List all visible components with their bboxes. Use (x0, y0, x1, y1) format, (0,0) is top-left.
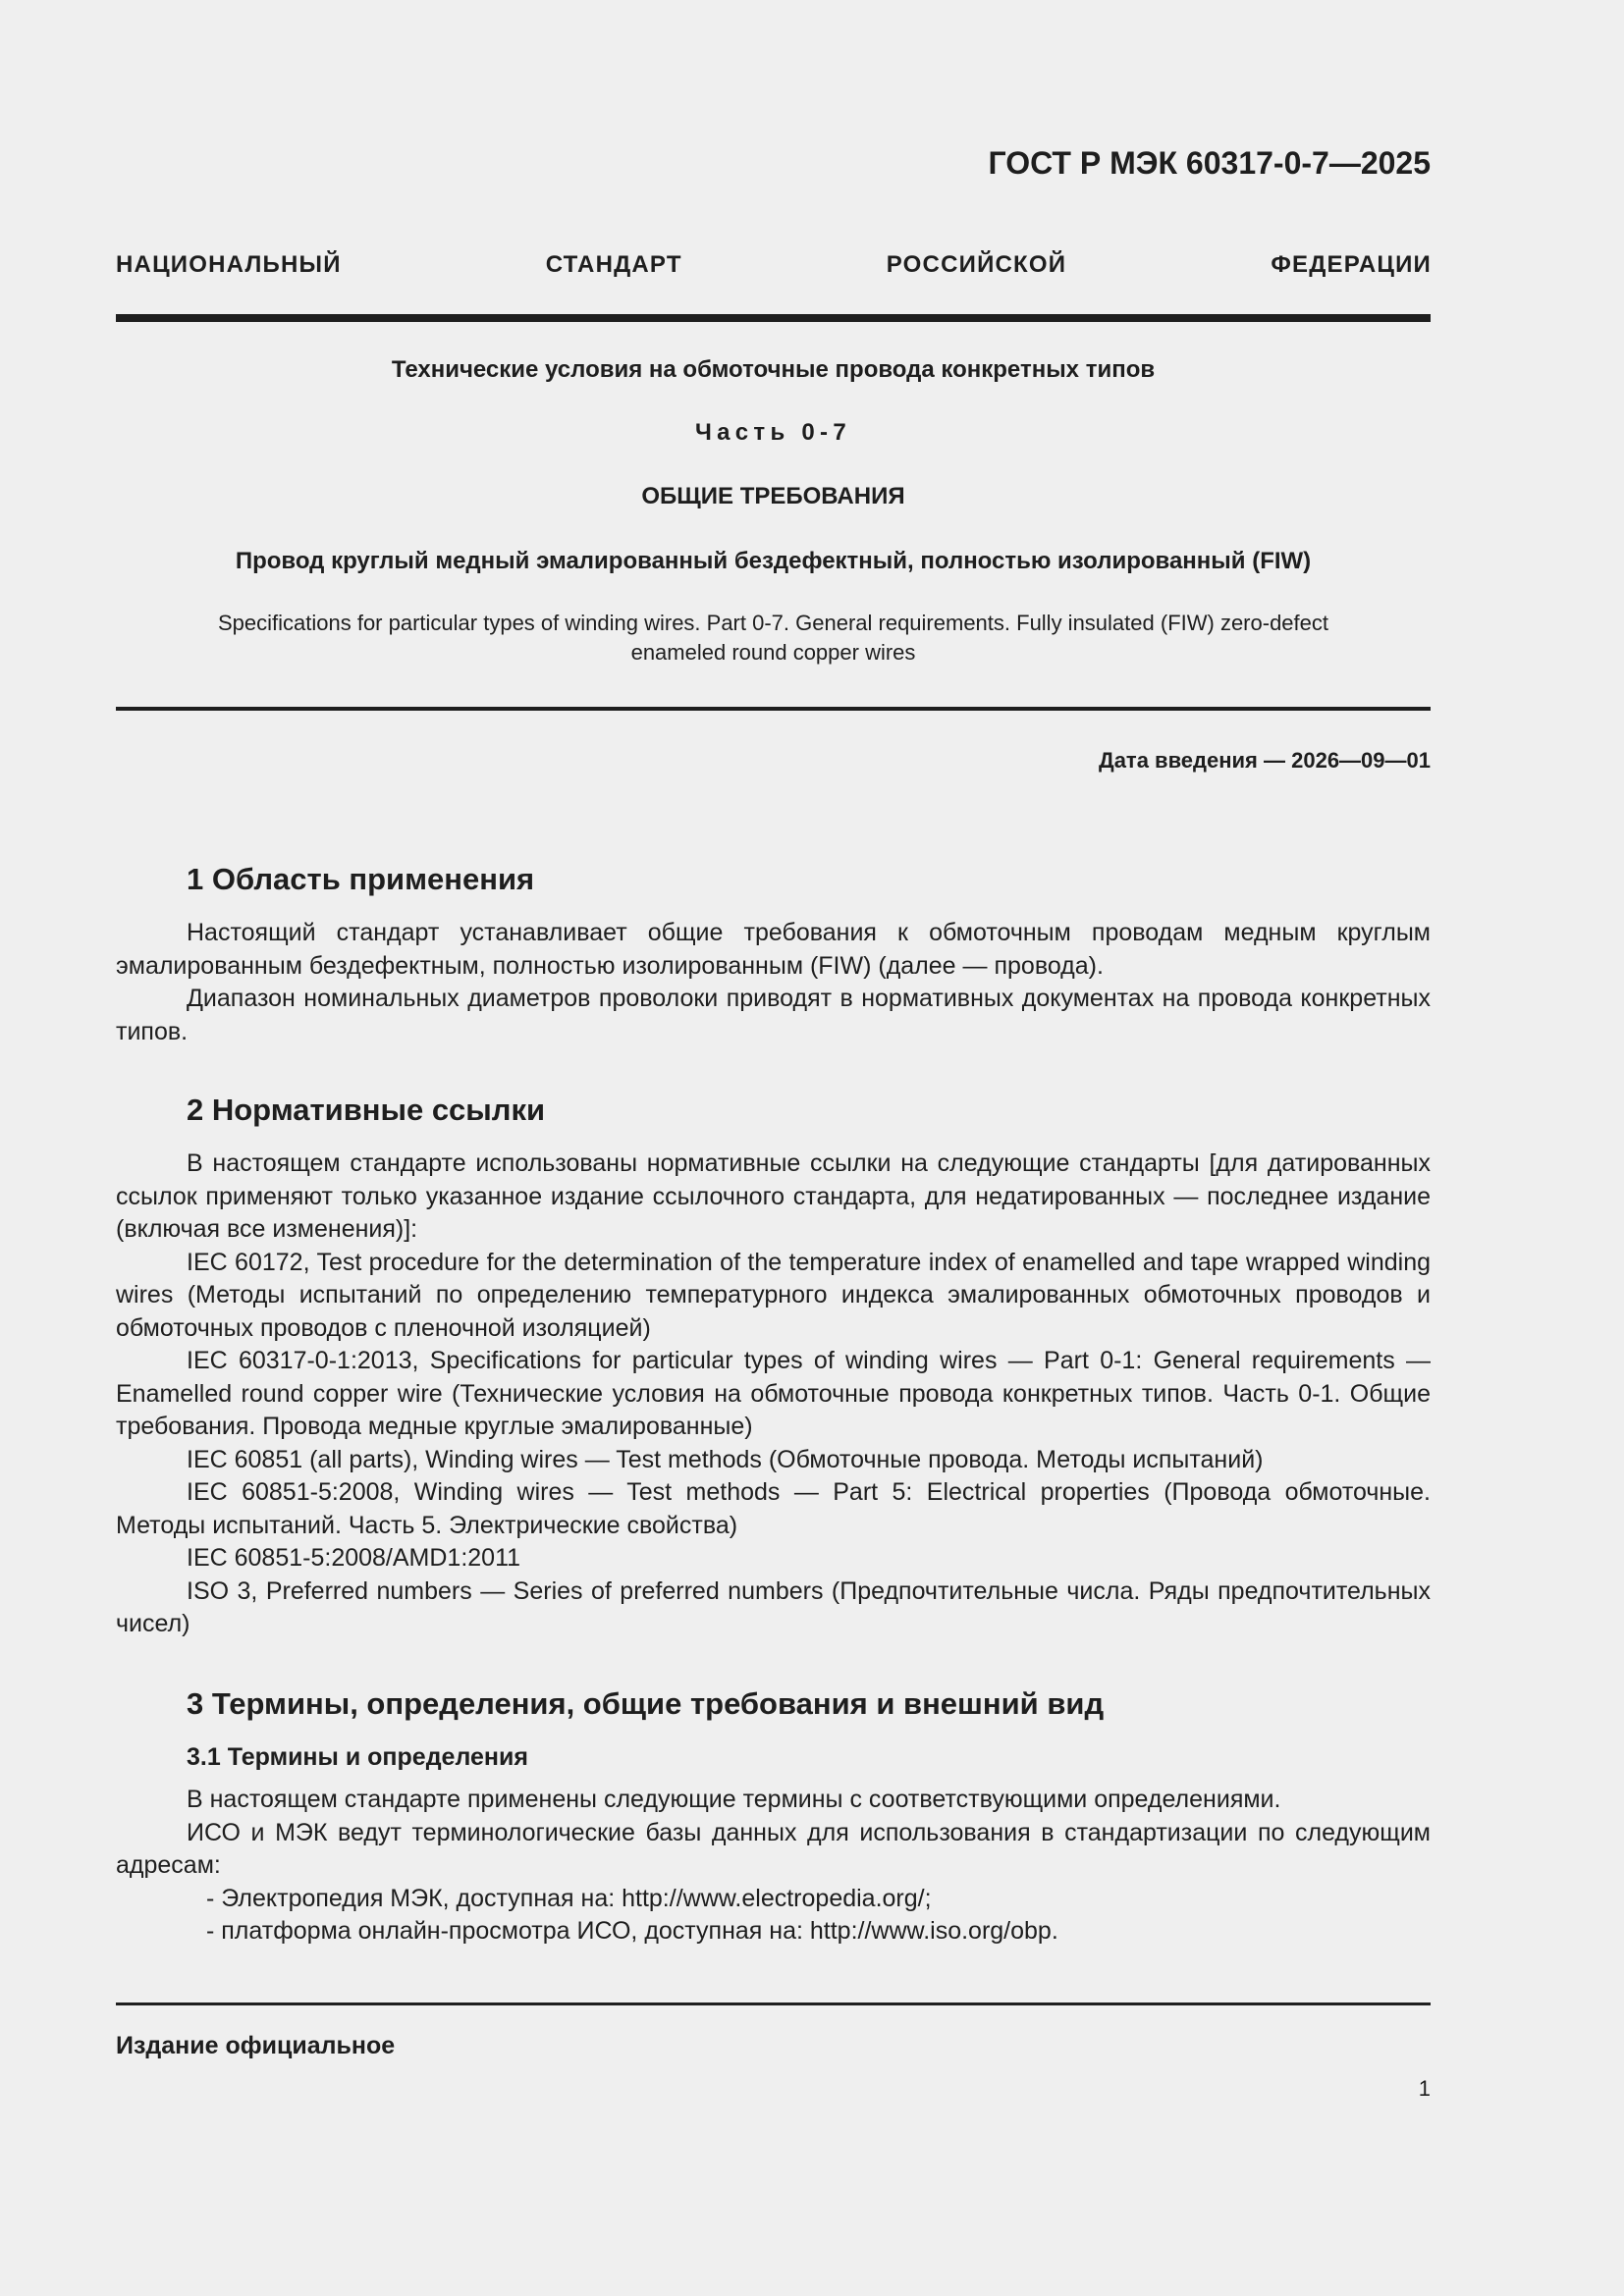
english-title-line-1: Specifications for particular types of winding wires. Part 0-7. General requirements. Fully insulated (FIW) zero-defect (217, 611, 1328, 635)
reference-item: IEC 60851 (all parts), Winding wires — Test methods (Обмоточные провода. Методы испытаний) (187, 1445, 1264, 1473)
document-title: Технические условия на обмоточные провода конкретных типов (391, 356, 1156, 383)
title-bottom-rule (116, 707, 1431, 711)
top-rule (116, 314, 1431, 322)
reference-item: IEC 60851-5:2008/AMD1:2011 (187, 1544, 521, 1572)
part-number: Часть 0-7 (695, 419, 851, 446)
english-title (128, 609, 1419, 667)
reference-item: ISO 3, Preferred numbers — Series of preferred numbers (Предпочтительные числа. Ряды предпочтительных чисел) (116, 1576, 1431, 1637)
section-2-heading: 2 Нормативные ссылки (187, 1093, 546, 1127)
section-1-heading: 1 Область применения (187, 862, 535, 896)
section-3-paragraph-2: ИСО и МЭК ведут терминологические базы данных для использования в стандартизации по следующим адресам: (116, 1818, 1431, 1879)
part-title: ОБЩИЕ ТРЕБОВАНИЯ (641, 483, 905, 509)
document-subtitle: Провод круглый медный эмалированный бездефектный, полностью изолированный (FIW) (235, 548, 1312, 574)
section-2 (116, 1093, 1431, 1641)
reference-item: IEC 60851-5:2008, Winding wires — Test methods — Part 5: Electrical properties (Провода обмоточные. Методы испытаний. Часть 5. Электрические свойства) (116, 1478, 1431, 1539)
official-edition-label: Издание официальное (116, 2032, 396, 2059)
document-designation: ГОСТ Р МЭК 60317-0-7—2025 (988, 145, 1431, 181)
reference-item: IEC 60172, Test procedure for the determination of the temperature index of enamelled and tape wrapped winding wires (Методы испытаний по определению температурного индекса эмалированных обмоточных проводов и обмоточных проводов с пленочной изоляцией) (116, 1248, 1431, 1342)
page-number: 1 (1418, 2076, 1431, 2101)
section-1-paragraph-1: Настоящий стандарт устанавливает общие требования к обмоточным проводам медным круглым эмалированным бездефектным, полностью изолированным (FIW) (далее — провода). (116, 919, 1431, 980)
section-3-heading: 3 Термины, определения, общие требования и внешний вид (187, 1686, 1105, 1721)
section-2-intro: В настоящем стандарте использованы нормативные ссылки на следующие стандарты [для датированных ссылок применяют только указанное издание ссылочного стандарта, для недатированных — последнее издание (включая все изменения)]: (116, 1149, 1431, 1243)
section-3 (116, 1686, 1431, 1949)
section-1-paragraph-2: Диапазон номинальных диаметров проволоки приводят в нормативных документах на провода конкретных типов. (116, 985, 1431, 1045)
english-title-line-2: enameled round copper wires (630, 640, 916, 665)
introduction-date: Дата введения — 2026—09—01 (1099, 748, 1431, 773)
subsection-3-1-heading: 3.1 Термины и определения (187, 1743, 528, 1771)
database-list-item: - платформа онлайн-просмотра ИСО, доступная на: http://www.iso.org/obp. (206, 1917, 1058, 1945)
database-list-item: - Электропедия МЭК, доступная на: http://www.electropedia.org/; (206, 1884, 932, 1912)
footer-rule (116, 2002, 1431, 2005)
national-standard-banner: НАЦИОНАЛЬНЫЙ СТАНДАРТ РОССИЙСКОЙ ФЕДЕРАЦИИ (116, 251, 1432, 278)
section-1 (116, 862, 1431, 1048)
section-3-paragraph-1: В настоящем стандарте применены следующие термины с соответствующими определениями. (187, 1786, 1281, 1813)
reference-item: IEC 60317-0-1:2013, Specifications for particular types of winding wires — Part 0-1: General requirements — Enamelled round copper wire (Технические условия на обмоточные провода конкретных типов. Часть 0-1. Общие требования. Провода медные круглые эмалированные) (116, 1347, 1431, 1440)
